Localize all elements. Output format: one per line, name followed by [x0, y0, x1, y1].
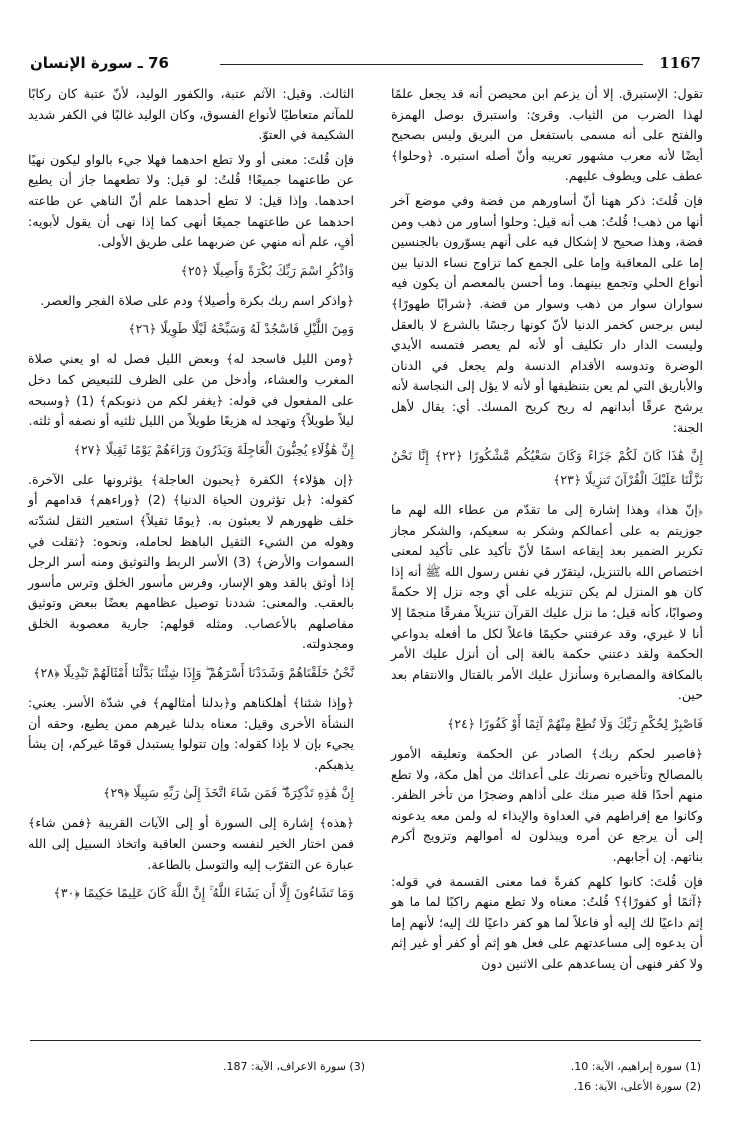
paragraph: تقول: الإستبرق. إلا أن يزعم ابن محيصن أنه قد يجعل علمًا لهذا الضرب من الثياب. وقرئ: واستبرق بوصل الهمزة والفتح على أنه مسمى باستفعل من البريق وليس بصحيح أيضًا لأنه معرب مشهور تعريبه وأنّ أصله استبره. ﴿وحلوا﴾ عطف على ويطوف عليهم. [391, 86, 703, 184]
page-header [30, 54, 701, 76]
quran-verse: وَاذْكُرِ اسْمَ رَبِّكَ بُكْرَةً وَأَصِيلًا ﴿٢٥﴾ [180, 262, 354, 278]
paragraph: ﴿هذه﴾ إشارة إلى السورة أو إلى الآيات القريبة ﴿فمن شاء﴾ فمن اختار الخير لنفسه وحسن العاقبة واتخاذ السبيل إلى الله عبارة عن التقرّب إليه والتوسل بالطاعة. [28, 815, 354, 872]
left-column [28, 84, 354, 913]
paragraph: ﴿إنّ هذا﴾ وهذا إشارة إلى ما تقدّم من عطاء الله لهم ما جوزيتم به على أعمالكم وشكر به سعيكم، والشكر مجاز تكرير الضمير بعد إيقاعه اسمًا لأنّ تأكيد على تأكيد لمعنى اختصاص الله بالتنزيل، ليتقرّر في نفس رسول الله ﷺ أنه إذا كان هو المنزل لم يكن تنزيله على أي وجه نزل إلا حكمةً وصوابًا، كأنه قيل: ما نزل عليك القرآن تنزيلاً مفرقًا منجمًا إلا أنا لا غيري، وقد عرفتني حكيمًا فاعلاً لكل ما أفعله بدواعي الحكمة ولقد دعتني حكمة بالغة إلى أن أنزل عليك الأمر بالمكافة والمصابرة وسأنزل عليك الأمر بالقتال والانتقام بعد حين. [391, 502, 703, 703]
surah-title: 76 ـ سورة الإنسان [30, 54, 169, 72]
paragraph: ﴿ومن الليل فاسجد له﴾ وبعض الليل فصل له او يعني صلاة المغرب والعشاء، وأدخل من على الظرف للتبعيض كما دخل على المفعول في قوله: ﴿يغفر لكم من ذنوبكم﴾ (1) ﴿وسبحه ليلاً طويلاً﴾ وتهجد له هزيعًا طويلاً من الليل ثلثيه أو نصفه أو ثلثه. [28, 351, 354, 429]
paragraph: فإن قُلتَ: كانوا كلهم كفرةً فما معنى القسمة في قوله: ﴿آثمًا أو كفورًا﴾؟ قُلتُ: معناه ولا تطع منهم راكبًا لما ما هو إثم داعيًا لك إليه أو فاعلاً لما هو كفر داعيًا لك إليه؛ لأنهم إما أن يدعوه إلى مساعدتهم على فعل هو إثم أو كفر أو غير إثم ولا كفر فنهى أن يساعدهم على الاثنين دون [391, 873, 703, 971]
quran-verse: وَمَا تَشَاءُونَ إِلَّا أَن يَشَاءَ اللَّهُ ۚ إِنَّ اللَّهَ كَانَ عَلِيمًا حَكِيمًا ﴿٣٠﴾ [53, 885, 354, 901]
footnotes-right [401, 1057, 701, 1097]
page-number: 1167 [659, 54, 701, 72]
paragraph: ﴿وإذا شئنا﴾ أهلكناهم و﴿بدلنا أمثالهم﴾ في شدّة الأسر. يعني: النشأة الأخرى وقيل: معناه بدلنا غيرهم ممن يطيع، وحقه أن يجيء بإن لا بإذا كقوله: وإن تتولوا يستبدل قومًا غيركم، إن يشأ يذهبكم. [28, 695, 354, 772]
paragraph: ﴿فاصبر لحكم ربك﴾ الصادر عن الحكمة وتعليقه الأمور بالمصالح وتأخيره نصرتك على أعدائك من أهل مكة، ولا تطع منهم أحدًا قلة صبر منك على أذاهم وضجرًا من تأخر الظفر. وكانوا مع إفراطهم في العداوة والإيذاء له ولمن معه يدعونه إلى أن يرجع عن أمره ويبذلون له أموالهم وتزويج أكرم بناتهم. إن أجابهم. [391, 746, 703, 864]
paragraph: ﴿إن هؤلاء﴾ الكفرة ﴿يحبون العاجلة﴾ يؤثرونها على الآخرة. كقوله: ﴿بل تؤثرون الحياة الدنيا﴾ (2) ﴿وراءهم﴾ قدامهم أو خلف ظهورهم لا يعبئون به. ﴿يومًا ثقيلاً﴾ استعير الثقل لشدّته وهوله من الشيء الثقيل الباهظ لحامله، ونحوه: ﴿ثقلت في السموات والأرض﴾ (3) الأسر الربط والتوثيق ومنه أسر الرجل إذا أوثق بالقد وهو الإسار، وفرس مأسور الخلق وترس مأسور بالعقب. والمعنى: شددنا توصيل عظامهم بعضًا ببعض وتوثيق مفاصلهم بالأعصاب. ومثله قولهم: جارية معصوبة الخلق ومجدولته. [28, 471, 354, 652]
right-column [391, 84, 703, 979]
quran-verse: فَاصْبِرْ لِحُكْمِ رَبِّكَ وَلَا تُطِعْ مِنْهُمْ آثِمًا أَوْ كَفُورًا ﴿٢٤﴾ [447, 716, 703, 732]
footnote: (3) سورة الاعراف، الآية: 187. [222, 1060, 365, 1073]
quran-verse: إِنَّ هَٰذِهِ تَذْكِرَةٌ ۖ فَمَن شَاءَ اتَّخَذَ إِلَىٰ رَبِّهِ سَبِيلًا ﴿٢٩﴾ [103, 785, 354, 801]
quran-verse: إِنَّ هَٰؤُلَاءِ يُحِبُّونَ الْعَاجِلَةَ وَيَذَرُونَ وَرَاءَهُمْ يَوْمًا ثَقِيلًا ﴿٢٧﴾ [73, 441, 354, 457]
paragraph: ﴿واذكر اسم ربك بكرة وأصيلا﴾ ودم على صلاة الفجر والعصر. [40, 292, 354, 308]
footnote: (2) سورة الأعلى، الآية: 16. [573, 1080, 701, 1093]
paragraph: فإن قُلتَ: معنى أو ولا تطع احدهما فهلا جيء بالواو ليكون نهيًا عن طاعتهما جميعًا! قُلتُ: لو قيل: ولا تطعهما جاز أن يطيع احدهما. وإذا قيل: لا تطع أحدهما علم أنّ الناهي عن طاعته احدهما عن طاعتهما جميعًا أنهى كما إذا نهى أن يقول لأبويه: أفٍ، علم أنه منهي عن ضربهما على طريق الأولى. [28, 151, 354, 250]
footnote-divider [30, 1040, 701, 1041]
quran-verse: إِنَّ هَٰذَا كَانَ لَكُمْ جَزَاءً وَكَانَ سَعْيُكُم مَّشْكُورًا ﴿٢٢﴾ إِنَّا نَحْنُ نَزَّلْنَا عَلَيْكَ الْقُرْآنَ تَنزِيلًا ﴿٢٣﴾ [391, 448, 703, 488]
quran-verse: نَّحْنُ خَلَقْنَاهُمْ وَشَدَدْنَا أَسْرَهُمْ ۖ وَإِذَا شِئْنَا بَدَّلْنَا أَمْثَالَهُمْ تَبْدِيلًا ﴿٢٨﴾ [33, 665, 354, 681]
paragraph: الثالث. وقيل: الآثم عتبة، والكفور الوليد، لأنّ عتبة كان ركابًا للمآثم متعاطيًا لأنواع الفسوق، وكان الوليد غالبًا في الكفر شديد الشكيمة في العتوّ. [28, 86, 354, 143]
paragraph: فإن قُلتَ: ذكر ههنا أنّ أساورهم من فضة وفي موضع آخر أنها من ذهب! قُلتُ: هب أنه قيل: وحلوا أساور من ذهب ومن فضة، وهذا صحيح لا إشكال فيه على أنهم يسوّرون بالجنسين إما على المعاقبة وإما على الجمع كما تزاوج نساء الدنيا بين أنواع الحلي وتجمع بينهما. وما أحسن بالمعصم أن يكون فيه سواران سوار من ذهب وسوار من فضة. ﴿شرابًا طهورًا﴾ ليس برجس كخمر الدنيا لأنّ كونها رجسًا بالشرع لا بالعقل وليست الدار دار تكليف أو لأنه لم يعصر فتمسه الأيدي الوضرة وتدوسه الأقدام الدنسة ولم يجعل في الدنان والأباريق التي لم يعن بتنظيفها أو لأنه لا يؤل إلى النجاسة لأنه يرشح عرقًا أبدانهم له ريح كريح المسك. أي: يقال لأهل الجنة: [391, 192, 703, 435]
header-rule [220, 64, 643, 65]
footnote: (1) سورة إبراهيم، الآية: 10. [570, 1060, 701, 1073]
footnotes-left [185, 1057, 365, 1077]
quran-verse: وَمِنَ اللَّيْلِ فَاسْجُدْ لَهُ وَسَبِّحْهُ لَيْلًا طَوِيلًا ﴿٢٦﴾ [128, 321, 354, 337]
